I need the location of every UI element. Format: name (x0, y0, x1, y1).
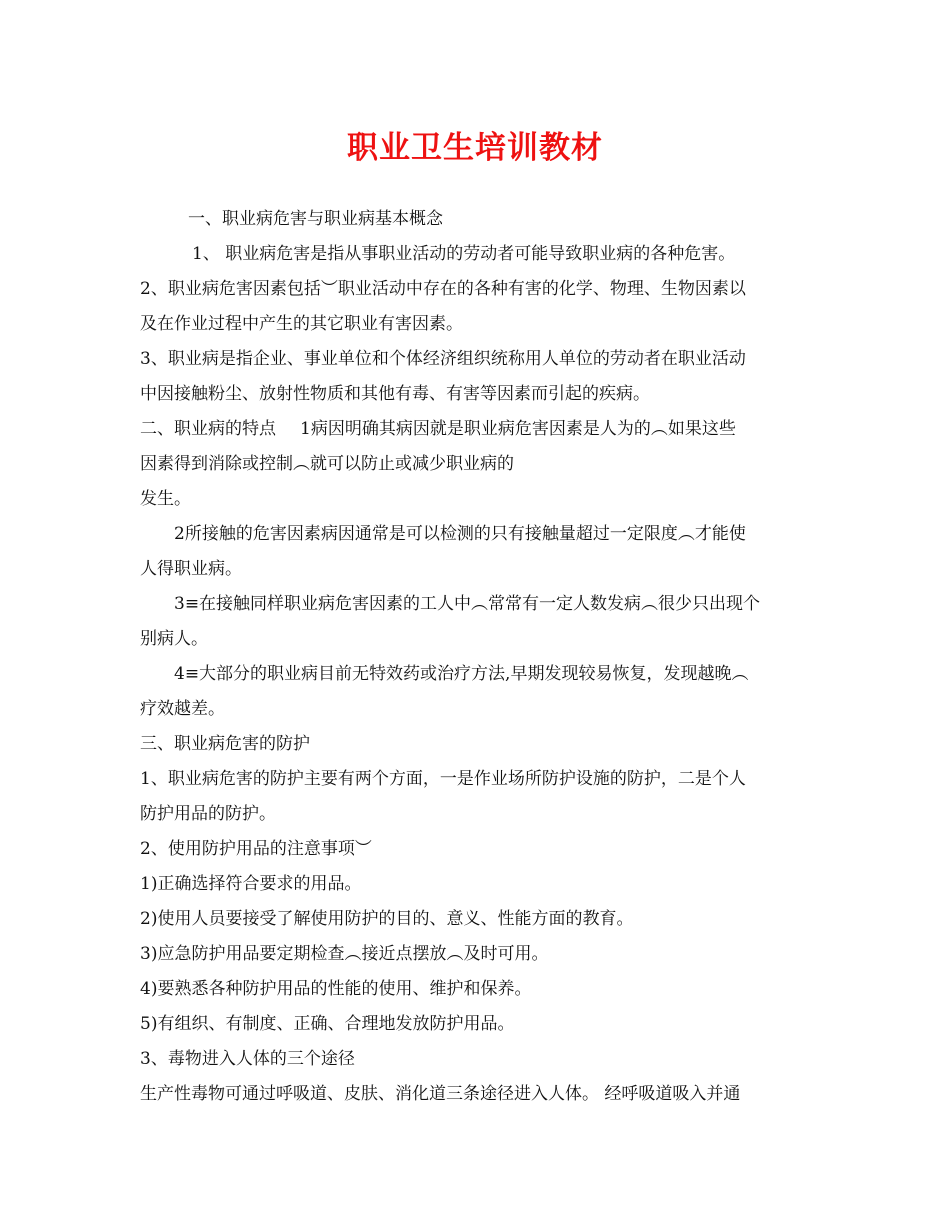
paragraph-line: 2、使用防护用品的注意事项︶ (140, 839, 372, 859)
section-heading-3: 三、职业病危害的防护 (140, 734, 310, 754)
paragraph-line: 疗效越差。 (140, 699, 225, 719)
paragraph-line: 1、职业病危害的防护主要有两个方面，一是作业场所防护设施的防护，二是个人 (140, 769, 746, 789)
paragraph-line: 1、 职业病危害是指从事职业活动的劳动者可能导致职业病的各种危害。 (192, 244, 736, 264)
list-item: 4)要熟悉各种防护用品的性能的使用、维护和保养。 (140, 979, 532, 999)
paragraph-line: 2、职业病危害因素包括︶职业活动中存在的各种有害的化学、物理、生物因素以 (140, 279, 746, 299)
paragraph-line: 生产性毒物可通过呼吸道、皮肤、消化道三条途径进入人体。 经呼吸道吸入并通 (140, 1084, 741, 1104)
paragraph-text: 1病因明确其病因就是职业病危害因素是人为的︵如果这些 (300, 419, 736, 439)
document-body (140, 202, 812, 1112)
section-heading-2-line (140, 412, 812, 447)
paragraph-line: 中因接触粉尘、放射性物质和其他有毒、有害等因素而引起的疾病。 (140, 384, 650, 404)
paragraph-line: 人得职业病。 (140, 559, 242, 579)
paragraph-line: 3≡在接触同样职业病危害因素的工人中︵常常有一定人数发病︵很少只出现个 (174, 594, 761, 614)
paragraph-line: 及在作业过程中产生的其它职业有害因素。 (140, 314, 463, 334)
list-item: 1)正确选择符合要求的用品。 (140, 874, 362, 894)
paragraph-line: 因素得到消除或控制︵就可以防止或减少职业病的 (140, 454, 514, 474)
paragraph-line: 4≡大部分的职业病目前无特效药或治疗方法,早期发现较易恢复，发现越晚︵ (174, 664, 749, 684)
paragraph-line: 防护用品的防护。 (140, 804, 276, 824)
paragraph-line: 2所接触的危害因素病因通常是可以检测的只有接触量超过一定限度︵才能使 (174, 524, 746, 544)
paragraph-line: 3、毒物进入人体的三个途径 (140, 1049, 355, 1069)
section-heading-2: 二、职业病的特点 (140, 419, 276, 439)
list-item: 5)有组织、有制度、正确、合理地发放防护用品。 (140, 1014, 515, 1034)
paragraph-line: 3、职业病是指企业、事业单位和个体经济组织统称用人单位的劳动者在职业活动 (140, 349, 746, 369)
list-item: 3)应急防护用品要定期检查︵接近点摆放︵及时可用。 (140, 944, 549, 964)
section-heading-1: 一、职业病危害与职业病基本概念 (188, 209, 443, 229)
paragraph-line: 别病人。 (140, 629, 208, 649)
list-item: 2)使用人员要接受了解使用防护的目的、意义、性能方面的教育。 (140, 909, 634, 929)
paragraph-line: 发生。 (140, 489, 191, 509)
document-title: 职业卫生培训教材 (347, 130, 603, 166)
